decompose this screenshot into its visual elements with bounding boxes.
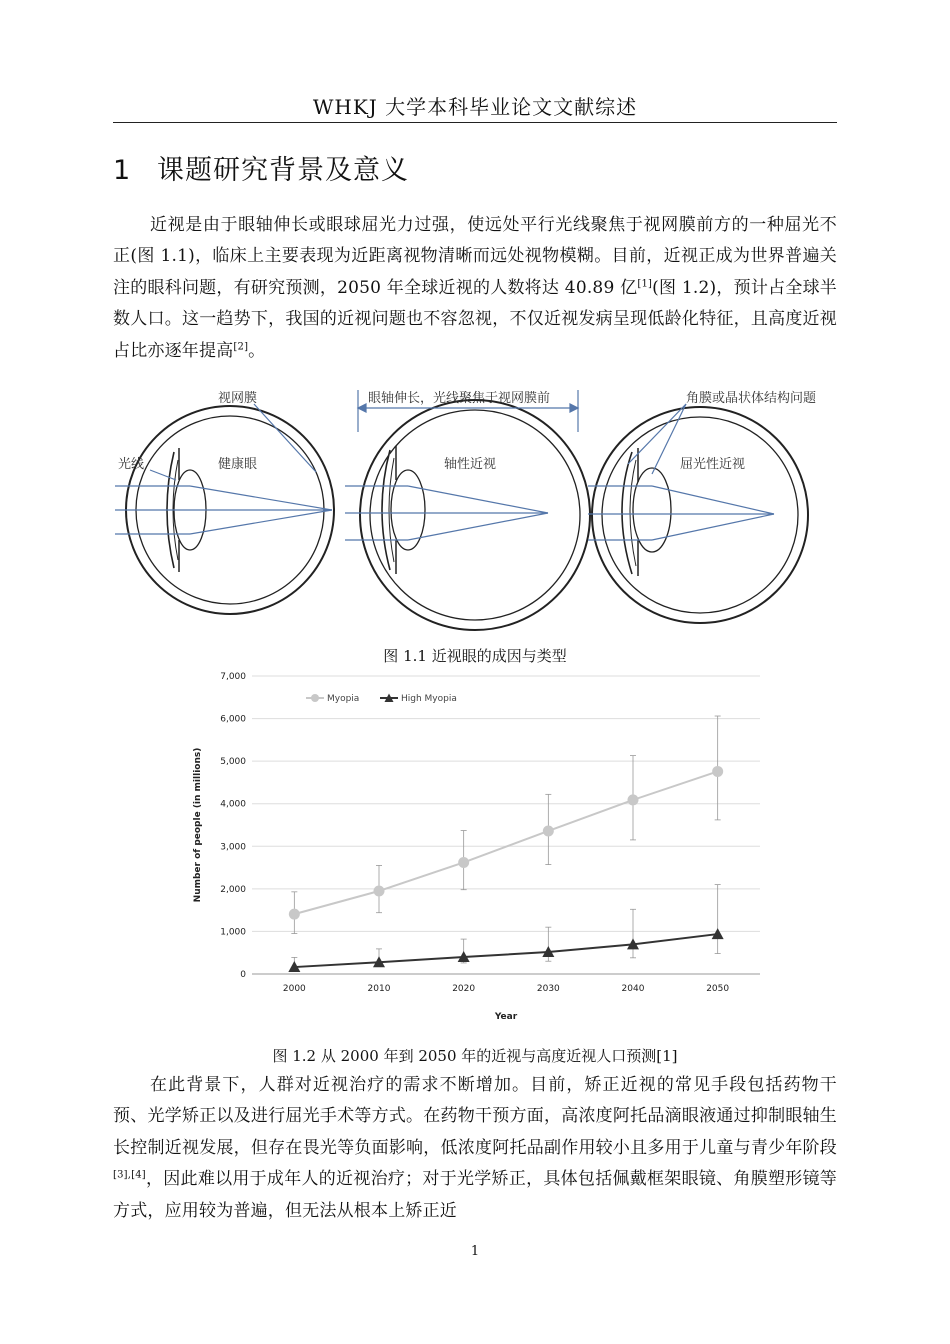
- data-point: [289, 909, 300, 920]
- chart-legend: [306, 694, 457, 705]
- y-tick-label: 6,000: [220, 714, 246, 725]
- refractive-eye-front: [622, 448, 671, 576]
- figure-2-caption: 图 1.2 从 2000 年到 2050 年的近视与高度近视人口预测[1]: [272, 1047, 678, 1065]
- section-title: 课题研究背景及意义: [157, 155, 409, 186]
- data-point: [628, 794, 639, 805]
- y-tick-label: 2,000: [220, 884, 246, 895]
- label-retina: 视网膜: [218, 391, 258, 406]
- data-point: [712, 928, 724, 939]
- legend-label: High Myopia: [401, 694, 457, 704]
- y-axis-ticks: [220, 672, 246, 980]
- data-point: [458, 857, 469, 868]
- x-tick-label: 2000: [282, 984, 306, 994]
- section-number: 1: [113, 155, 132, 186]
- label-axial-myopia: 轴性近视: [444, 457, 497, 472]
- label-light: 光线: [118, 457, 145, 472]
- citation-2[interactable]: [2]: [233, 340, 249, 352]
- paragraph-2-text: 在此背景下，人群对近视治疗的需求不断增加。目前，矫正近视的常见手段包括药物干预、光学矫正以及进行屈光手术等方式。在药物干预方面，高浓度阿托品滴眼液通过抑制眼轴生长控制近视发展，但存在畏光等负面影响，低浓度阿托品副作用较小且多用于儿童与青少年阶段: [113, 1075, 837, 1158]
- axial-eye-rays: [345, 486, 548, 540]
- y-tick-label: 5,000: [220, 757, 246, 768]
- y-tick-label: 1,000: [220, 927, 246, 938]
- x-tick-label: 2010: [367, 984, 391, 994]
- section-heading: [113, 148, 409, 187]
- x-tick-label: 2030: [536, 984, 560, 994]
- paragraph-1: [113, 210, 837, 367]
- figure-1-caption: 图 1.1 近视眼的成因与类型: [383, 647, 567, 665]
- data-point: [374, 885, 385, 896]
- citation-1[interactable]: [1]: [637, 278, 653, 290]
- y-axis-label: Number of people (in millions): [193, 747, 203, 903]
- x-tick-label: 2050: [706, 984, 730, 994]
- chart-series: [288, 716, 723, 972]
- paragraph-2: [113, 1070, 837, 1227]
- axial-eye-front: [382, 446, 425, 574]
- eye-diagram-figure: [0, 380, 950, 640]
- y-tick-label: 7,000: [220, 672, 246, 682]
- label-refractive-note: 角膜或晶状体结构问题: [686, 391, 817, 406]
- legend-item: [380, 694, 457, 705]
- running-header: WHKJ 大学本科毕业论文文献综述: [113, 92, 837, 123]
- label-healthy-eye: 健康眼: [218, 457, 258, 472]
- paragraph-1-text: 近视是由于眼轴伸长或眼球屈光力过强，使远处平行光线聚焦于视网膜前方的一种屈光不正(图 1.1)，临床上主要表现为近距离视物清晰而远处视物模糊。目前，近视正成为世界普遍关注的眼科问题，有研究预测，2050 年全球近视的人数将达 40.89 亿: [113, 215, 837, 298]
- y-tick-label: 0: [240, 970, 246, 980]
- paragraph-1-text-3: 。: [248, 340, 266, 361]
- y-tick-label: 3,000: [220, 842, 246, 853]
- paragraph-1-text-2: (图 1.2)，预计占全球半数人口。这一趋势下，我国的近视问题也不容忽视，不仅近视发病呈现低龄化特征，且高度近视占比亦逐年提高: [113, 277, 838, 361]
- legend-label: Myopia: [327, 694, 360, 704]
- data-point: [543, 825, 554, 836]
- legend-item: [306, 694, 359, 704]
- page-number: 1: [470, 1244, 480, 1259]
- data-point: [712, 766, 723, 777]
- refractive-eye-rays: [588, 404, 774, 540]
- x-tick-label: 2020: [452, 984, 476, 994]
- x-tick-label: 2040: [621, 984, 645, 994]
- myopia-projection-chart: [180, 665, 780, 1035]
- legend-marker: [311, 694, 319, 702]
- citation-3-4[interactable]: [3],[4]: [113, 1169, 146, 1181]
- series-line: [294, 771, 717, 914]
- series-myopia: [289, 716, 723, 934]
- paragraph-2-text-2: ，因此难以用于成年人的近视治疗；对于光学矫正，具体包括佩戴框架眼镜、角膜塑形镜等方式，应用较为普遍，但无法从根本上矫正近: [113, 1169, 837, 1221]
- series-line: [294, 934, 717, 967]
- y-tick-label: 4,000: [220, 799, 246, 810]
- label-axial-note: 眼轴伸长，光线聚焦于视网膜前: [368, 391, 551, 406]
- x-axis-ticks: [283, 984, 730, 994]
- x-axis-label: Year: [494, 1012, 518, 1022]
- label-refractive-myopia: 屈光性近视: [680, 457, 746, 472]
- chart-gridlines: [252, 676, 760, 974]
